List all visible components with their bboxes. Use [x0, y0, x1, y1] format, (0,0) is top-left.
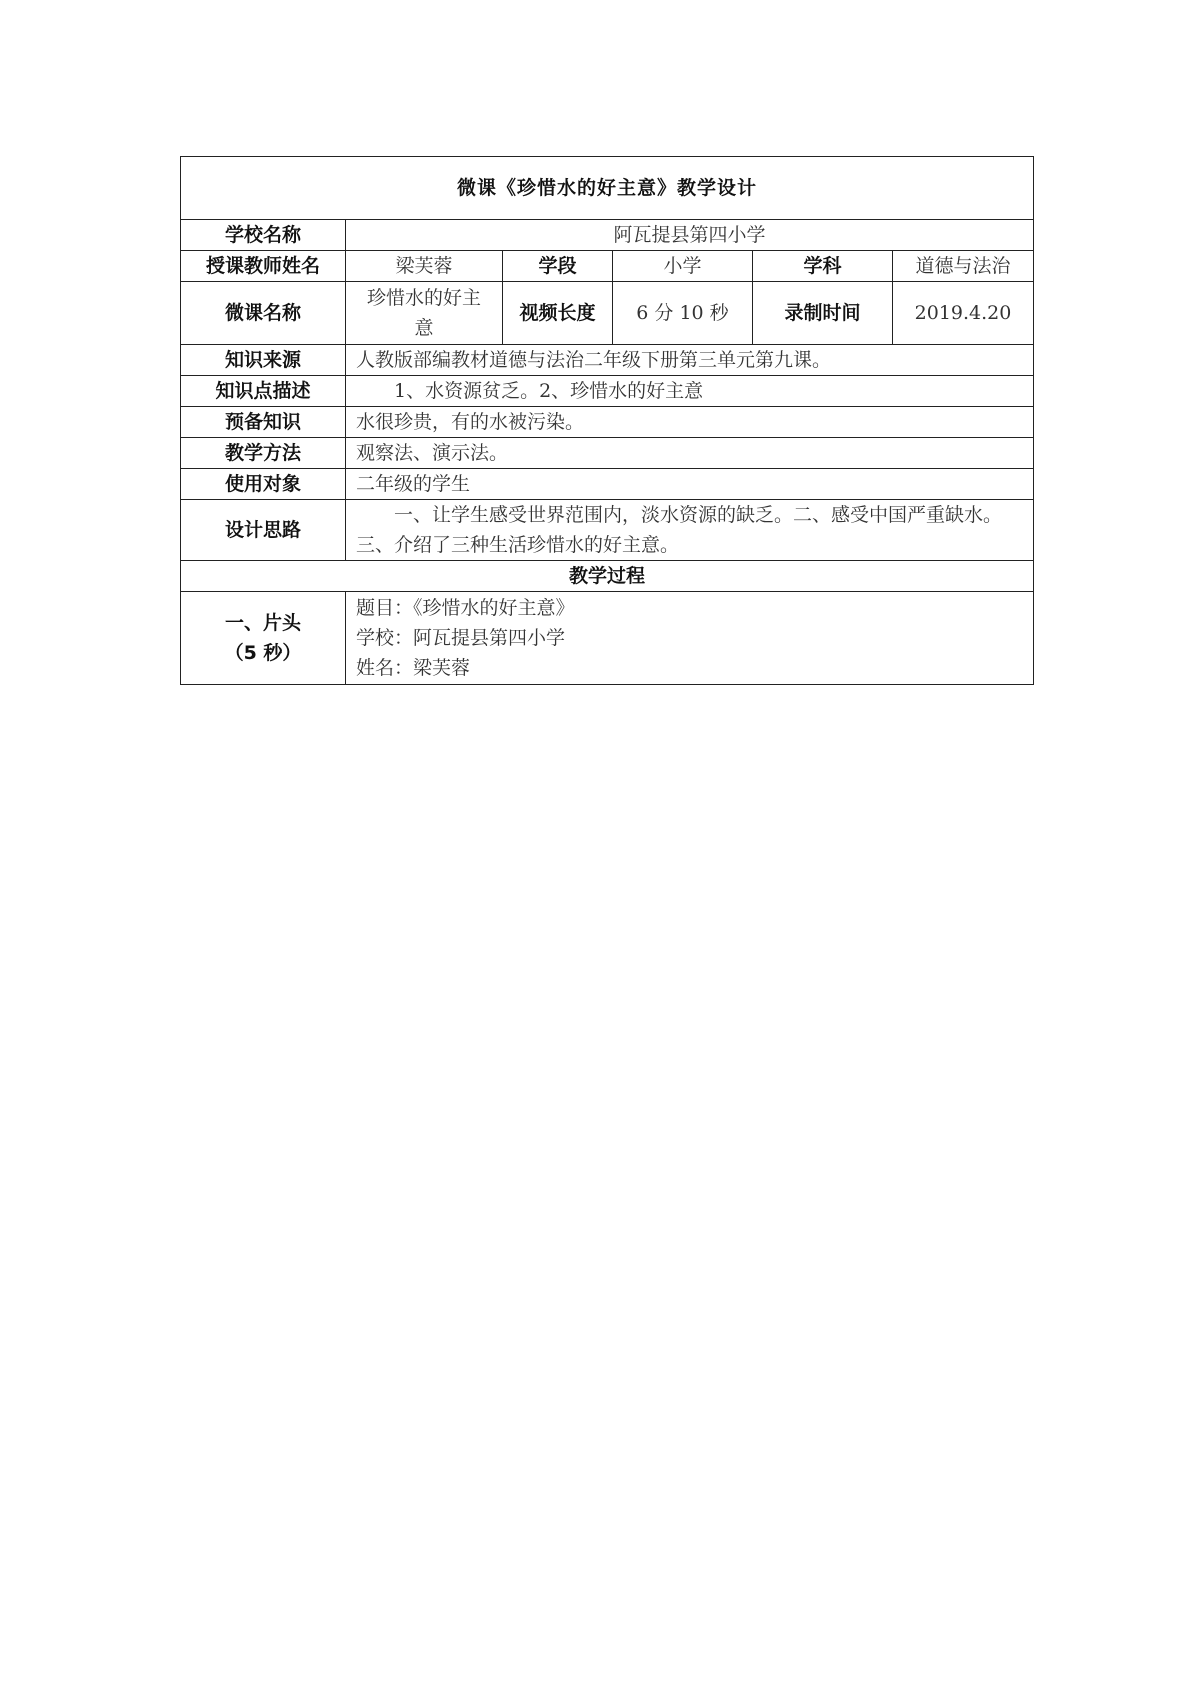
method-label: 教学方法 — [181, 438, 346, 469]
intro-label — [181, 592, 346, 685]
audience-value: 二年级的学生 — [346, 469, 1034, 500]
points-value: 1、水资源贫乏。2、珍惜水的好主意 — [346, 376, 1034, 407]
teacher-label: 授课教师姓名 — [181, 251, 346, 282]
points-label: 知识点描述 — [181, 376, 346, 407]
method-value: 观察法、演示法。 — [346, 438, 1034, 469]
lesson-value — [346, 282, 503, 345]
record-value: 2019.4.20 — [893, 282, 1034, 345]
stage-label: 学段 — [503, 251, 613, 282]
lesson-value-line1: 珍惜水的好主 — [366, 287, 481, 309]
intro-label-line2: （5 秒） — [224, 642, 302, 664]
source-value: 人教版部编教材道德与法治二年级下册第三单元第九课。 — [346, 345, 1034, 376]
teacher-value: 梁芙蓉 — [346, 251, 503, 282]
school-label: 学校名称 — [181, 220, 346, 251]
lesson-value-line2: 意 — [414, 317, 434, 339]
intro-line: 姓名：梁芙蓉 — [356, 657, 471, 679]
audience-label: 使用对象 — [181, 469, 346, 500]
intro-content — [346, 592, 1034, 685]
lesson-plan-table — [180, 156, 1034, 685]
document-title: 微课《珍惜水的好主意》教学设计 — [181, 157, 1034, 220]
school-value: 阿瓦提县第四小学 — [346, 220, 1034, 251]
design-value: 一、让学生感受世界范围内，淡水资源的缺乏。二、感受中国严重缺水。三、介绍了三种生活珍惜水的好主意。 — [346, 500, 1034, 561]
subject-label: 学科 — [753, 251, 893, 282]
intro-label-line1: 一、片头 — [224, 612, 301, 634]
record-label: 录制时间 — [753, 282, 893, 345]
prereq-label: 预备知识 — [181, 407, 346, 438]
subject-value: 道德与法治 — [893, 251, 1034, 282]
design-label: 设计思路 — [181, 500, 346, 561]
intro-line: 学校：阿瓦提县第四小学 — [356, 627, 566, 649]
prereq-value: 水很珍贵，有的水被污染。 — [346, 407, 1034, 438]
stage-value: 小学 — [613, 251, 753, 282]
process-header: 教学过程 — [181, 561, 1034, 592]
source-label: 知识来源 — [181, 345, 346, 376]
intro-line: 题目：《珍惜水的好主意》 — [356, 597, 575, 619]
duration-label: 视频长度 — [503, 282, 613, 345]
duration-value: 6 分 10 秒 — [613, 282, 753, 345]
lesson-label: 微课名称 — [181, 282, 346, 345]
